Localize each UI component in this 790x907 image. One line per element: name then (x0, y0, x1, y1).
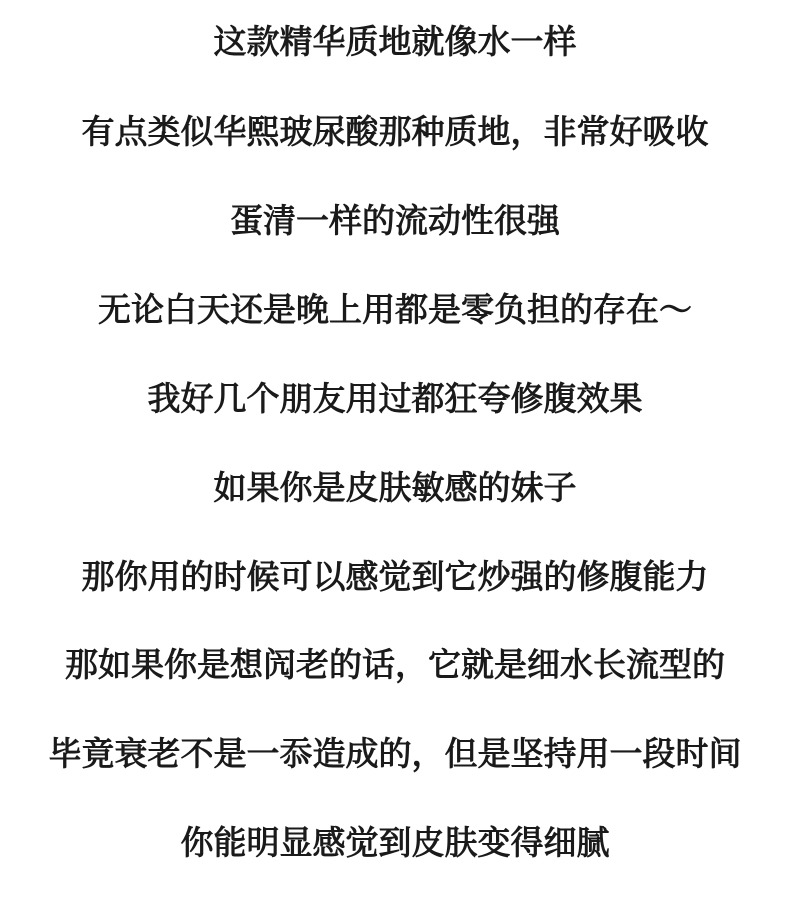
text-line: 那如果你是想闶老的话，它就是细水长流型的 (65, 645, 725, 684)
text-line: 这款精华质地就像水一样 (213, 22, 577, 61)
text-line: 有点类似华熙玻尿酸那种质地，非常好吸收 (81, 112, 709, 151)
text-line: 无论白天还是晚上用都是零负担的存在～ (98, 290, 692, 329)
text-line: 蛋清一样的流动性很强 (230, 201, 560, 240)
text-line: 我好几个朋友用过都狂夸修腹效果 (147, 379, 643, 418)
text-line: 毕竟衰老不是一忝造成的，但是坚持用一段时间 (48, 734, 742, 773)
text-line: 你能明显感觉到皮肤变得细腻 (180, 823, 610, 862)
text-line: 如果你是皮肤敏感的妹子 (213, 468, 577, 507)
text-line: 那你用的时候可以感觉到它炒强的修腹能力 (81, 557, 709, 596)
